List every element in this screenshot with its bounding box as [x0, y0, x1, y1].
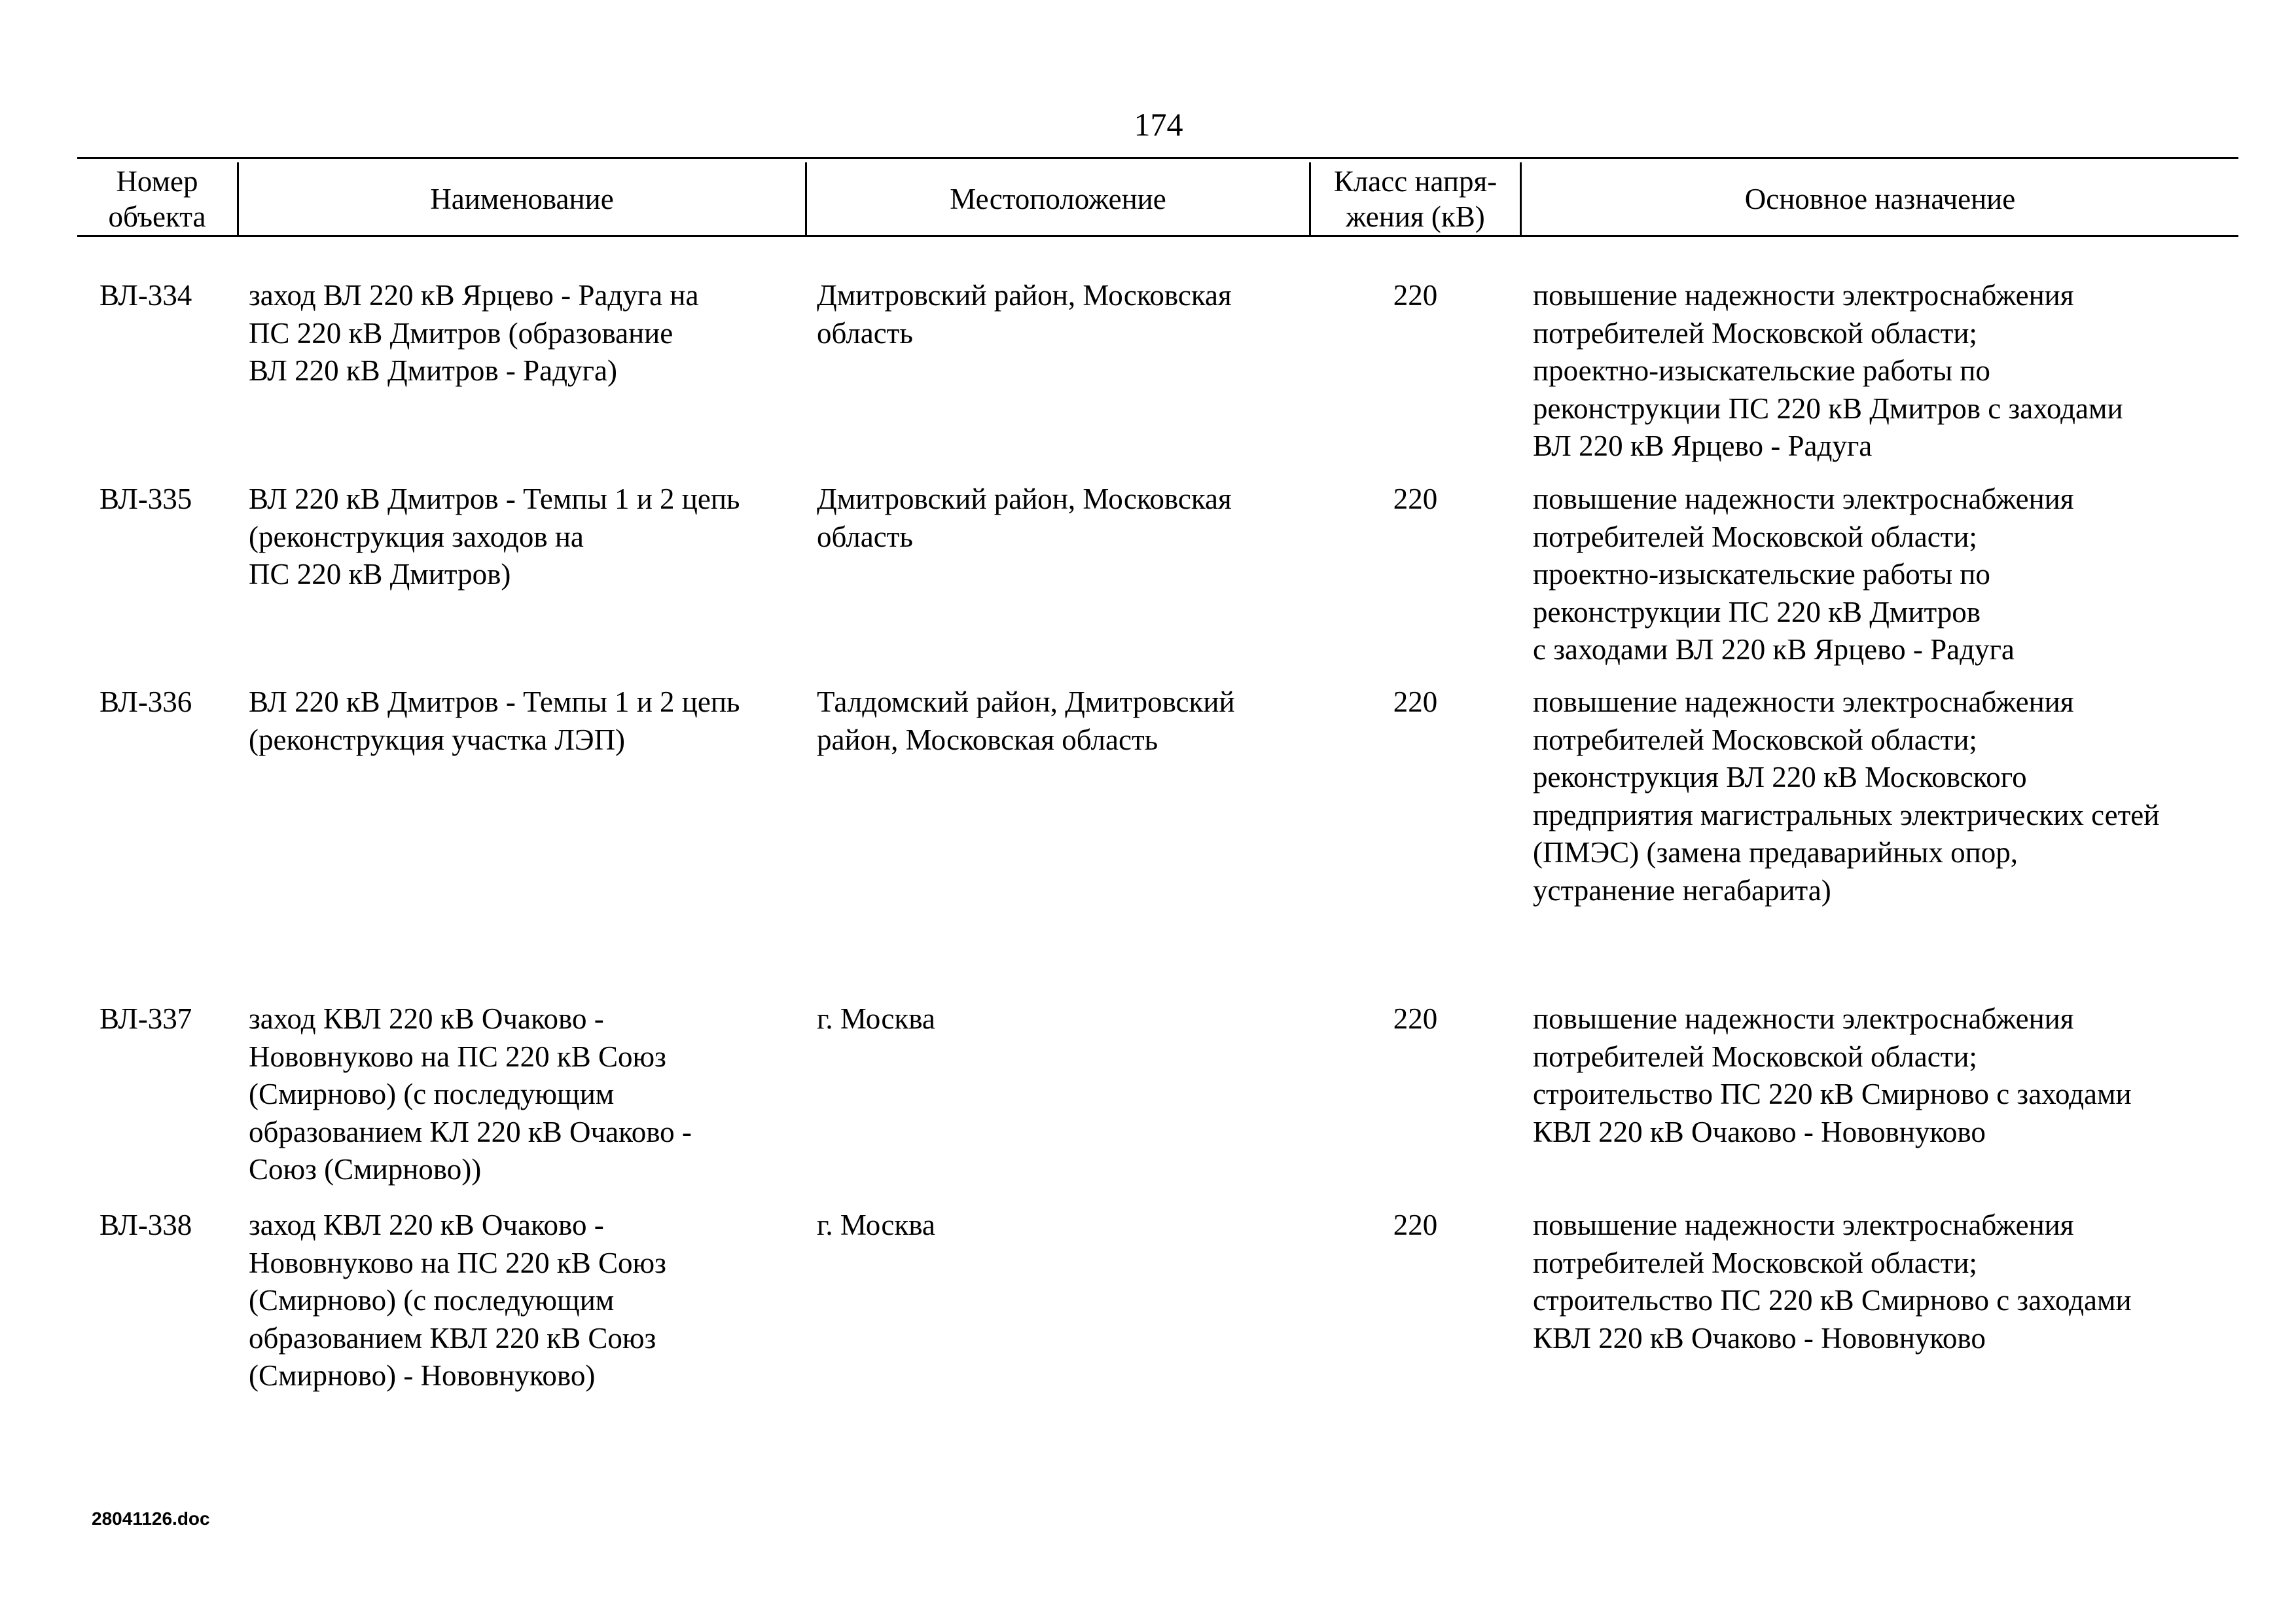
object-number: ВЛ-335 [99, 483, 192, 515]
object-location: г. Москва [817, 1209, 935, 1241]
object-location: Талдомский район, Дмитровский район, Московская область [817, 685, 1235, 756]
voltage-class: 220 [1393, 483, 1438, 515]
object-number: ВЛ-338 [99, 1209, 192, 1241]
object-number: ВЛ-336 [99, 685, 192, 718]
header-object-number: Номер объекта [108, 165, 206, 233]
voltage-class: 220 [1393, 279, 1438, 312]
header-voltage-class: Класс напря- жения (кВ) [1333, 165, 1498, 233]
object-location: Дмитровский район, Московская область [817, 279, 1232, 350]
object-number: ВЛ-337 [99, 1002, 192, 1035]
object-location: Дмитровский район, Московская область [817, 483, 1232, 553]
object-name: заход КВЛ 220 кВ Очаково - Нововнуково на ПС 220 кВ Союз (Смирново) (с последующим образованием КВЛ 220 кВ Союз (Смирново) - Нововнуково) [249, 1209, 666, 1393]
header-location: Местоположение [950, 183, 1166, 215]
object-number: ВЛ-334 [99, 279, 192, 312]
document-filename: 28041126.doc [92, 1508, 210, 1529]
voltage-class: 220 [1393, 685, 1438, 718]
object-purpose: повышение надежности электроснабжения потребителей Московской области; реконструкция ВЛ 220 кВ Московского предприятия магистральных электрических сетей (ПМЭС) (замена предаварийных опор, устранение негабарита) [1533, 685, 2160, 907]
header-purpose: Основное назначение [1744, 183, 2016, 215]
voltage-class: 220 [1393, 1002, 1438, 1035]
object-purpose: повышение надежности электроснабжения потребителей Московской области; проектно-изыскательские работы по реконструкции ПС 220 кВ Дмитров с заходами ВЛ 220 кВ Ярцево - Радуга [1533, 279, 2123, 463]
object-name: заход КВЛ 220 кВ Очаково - Нововнуково на ПС 220 кВ Союз (Смирново) (с последующим образованием КЛ 220 кВ Очаково - Союз (Смирново)) [249, 1002, 692, 1186]
object-name: ВЛ 220 кВ Дмитров - Темпы 1 и 2 цепь (реконструкция участка ЛЭП) [249, 685, 740, 756]
voltage-class: 220 [1393, 1209, 1438, 1241]
object-name: заход ВЛ 220 кВ Ярцево - Радуга на ПС 220 кВ Дмитров (образование ВЛ 220 кВ Дмитров - Радуга) [249, 279, 699, 388]
header-name: Наименование [430, 183, 614, 215]
table-header-bottom-rule [77, 235, 2238, 237]
object-purpose: повышение надежности электроснабжения потребителей Московской области; проектно-изыскательские работы по реконструкции ПС 220 кВ Дмитров с заходами ВЛ 220 кВ Ярцево - Радуга [1533, 483, 2074, 666]
object-purpose: повышение надежности электроснабжения потребителей Московской области; строительство ПС 220 кВ Смирново с заходами КВЛ 220 кВ Очаково - Нововнуково [1533, 1002, 2132, 1148]
object-location: г. Москва [817, 1002, 935, 1035]
object-name: ВЛ 220 кВ Дмитров - Темпы 1 и 2 цепь (реконструкция заходов на ПС 220 кВ Дмитров) [249, 483, 740, 591]
table-top-rule [77, 157, 2238, 159]
page-number: 174 [1134, 106, 1183, 143]
object-purpose: повышение надежности электроснабжения потребителей Московской области; строительство ПС 220 кВ Смирново с заходами КВЛ 220 кВ Очаково - Нововнуково [1533, 1209, 2132, 1355]
